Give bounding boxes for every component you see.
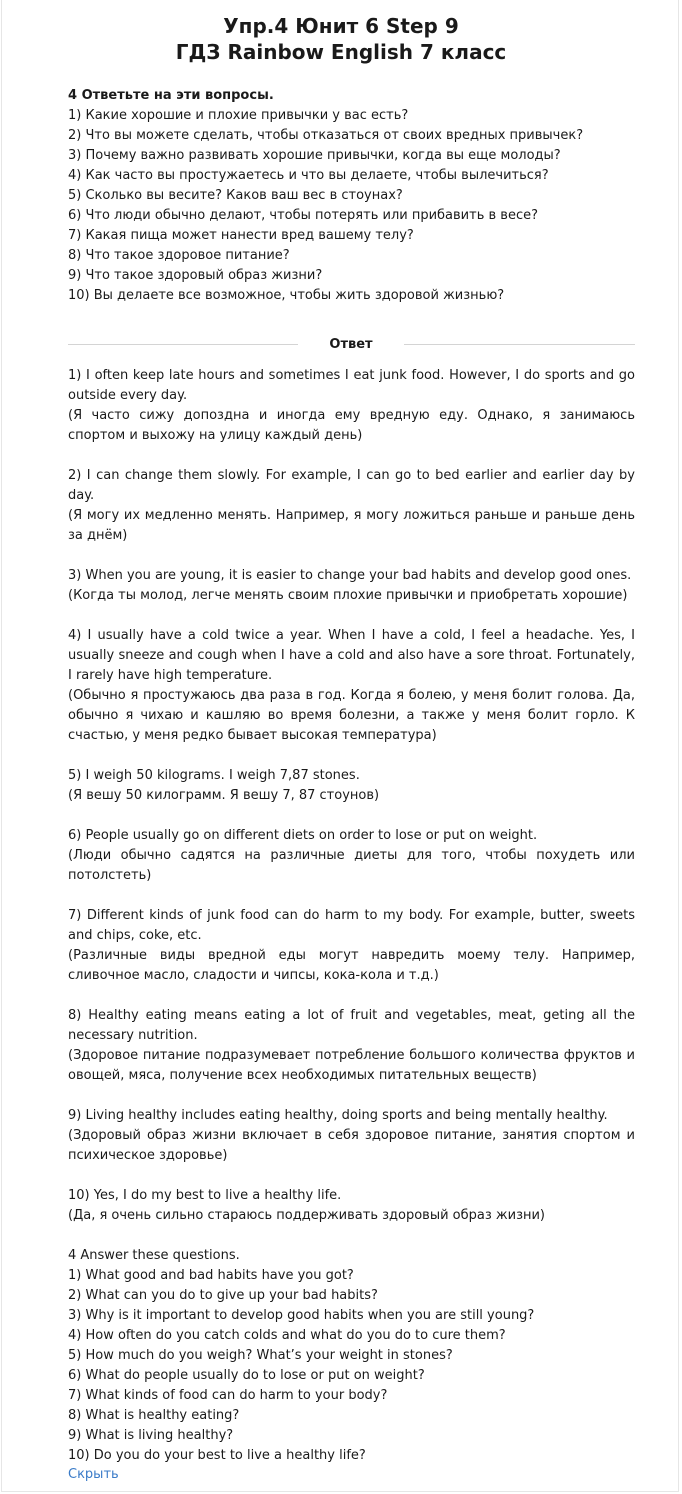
task-heading: 4 Ответьте на эти вопросы. [68,88,274,103]
english-task-question: 5) How much do you weigh? What’s your weight in stones? [68,1348,453,1363]
answer-russian: (Когда ты молод, легче менять своим плохие привычки и приобретать хорошие) [68,588,628,603]
answer-english: 2) I can change them slowly. For example, I can go to bed earlier and earlier day by day. [68,468,635,503]
hide-link[interactable]: Скрыть [68,1467,119,1482]
task-question: 6) Что люди обычно делают, чтобы потерять или прибавить в весе? [68,208,538,223]
answer-divider-left [68,344,298,345]
answer-russian: (Да, я очень сильно стараюсь поддерживать здоровый образ жизни) [68,1208,546,1223]
task-question: 7) Какая пища может нанести вред вашему телу? [68,228,414,243]
answer-english: 9) Living healthy includes eating healthy, doing sports and being mentally healthy. [68,1108,608,1123]
answer-english: 10) Yes, I do my best to live a healthy life. [68,1188,342,1203]
answer-english: 5) I weigh 50 kilograms. I weigh 7,87 stones. [68,768,360,783]
english-task-question: 8) What is healthy eating? [68,1408,240,1423]
answer-russian: (Здоровое питание подразумевает потребление большого количества фруктов и овощей, мяса, получение всех необходимых питательных веществ) [68,1048,635,1083]
answer-russian: (Я часто сижу допоздна и иногда ему вредную еду. Однако, я занимаюсь спортом и выхожу на улицу каждый день) [68,408,635,443]
answer-heading: Ответ [329,337,373,352]
task-question: 4) Как часто вы простужаетесь и что вы делаете, чтобы вылечиться? [68,168,549,183]
task-question: 2) Что вы можете сделать, чтобы отказаться от своих вредных привычек? [68,128,584,143]
answer-english: 3) When you are young, it is easier to change your bad habits and develop good ones. [68,568,632,583]
answer-russian: (Люди обычно садятся на различные диеты для того, чтобы похудеть или потолстеть) [68,848,635,883]
answer-russian: (Я вешу 50 килограмм. Я вешу 7, 87 стоунов) [68,788,380,803]
answer-english: 4) I usually have a cold twice a year. When I have a cold, I feel a headache. Yes, I usually sneeze and cough when I have a cold and also have a sore throat. Fortunately, I rarely have high temperature. [68,628,635,683]
page-title: Упр.4 Юнит 6 Step 9 [223,14,459,38]
answer-russian: (Обычно я простужаюсь два раза в год. Когда я болею, у меня болит голова. Да, обычно я чихаю и кашляю во время болезни, а также у меня болит горло. К счастью, у меня редко бывает высокая температура) [68,688,635,743]
answer-english: 7) Different kinds of junk food can do harm to my body. For example, butter, sweets and chips, coke, etc. [68,908,635,943]
task-question: 8) Что такое здоровое питание? [68,248,290,263]
english-task-question: 1) What good and bad habits have you got? [68,1268,354,1283]
english-task-question: 7) What kinds of food can do harm to your body? [68,1388,388,1403]
task-question: 5) Сколько вы весите? Каков ваш вес в стоунах? [68,188,403,203]
english-task-question: 4) How often do you catch colds and what do you do to cure them? [68,1328,506,1343]
answer-russian: (Я могу их медленно менять. Например, я могу ложиться раньше и раньше день за днём) [68,508,635,543]
answer-russian: (Здоровый образ жизни включает в себя здоровое питание, занятия спортом и психическое здоровье) [68,1128,635,1163]
task-question: 10) Вы делаете все возможное, чтобы жить здоровой жизнью? [68,288,505,303]
answer-divider-right [404,344,635,345]
page-subtitle: ГДЗ Rainbow English 7 класс [175,40,507,64]
task-question: 1) Какие хорошие и плохие привычки у вас есть? [68,108,409,123]
english-task-question: 10) Do you do your best to live a healthy life? [68,1448,366,1463]
answer-english: 1) I often keep late hours and sometimes I eat junk food. However, I do sports and go outside every day. [68,368,635,403]
english-task-question: 2) What can you do to give up your bad habits? [68,1288,378,1303]
english-task-heading: 4 Answer these questions. [68,1248,240,1263]
english-task-question: 9) What is living healthy? [68,1428,234,1443]
answer-english: 8) Healthy eating means eating a lot of fruit and vegetables, meat, geting all the necessary nutrition. [68,1008,635,1043]
task-question: 9) Что такое здоровый образ жизни? [68,268,323,283]
english-task-question: 6) What do people usually do to lose or put on weight? [68,1368,425,1383]
answer-english: 6) People usually go on different diets on order to lose or put on weight. [68,828,538,843]
task-question: 3) Почему важно развивать хорошие привычки, когда вы еще молоды? [68,148,561,163]
english-task-question: 3) Why is it important to develop good habits when you are still young? [68,1308,535,1323]
answer-russian: (Различные виды вредной еды могут навредить моему телу. Например, сливочное масло, сладости и чипсы, кока-кола и т.д.) [68,948,635,983]
